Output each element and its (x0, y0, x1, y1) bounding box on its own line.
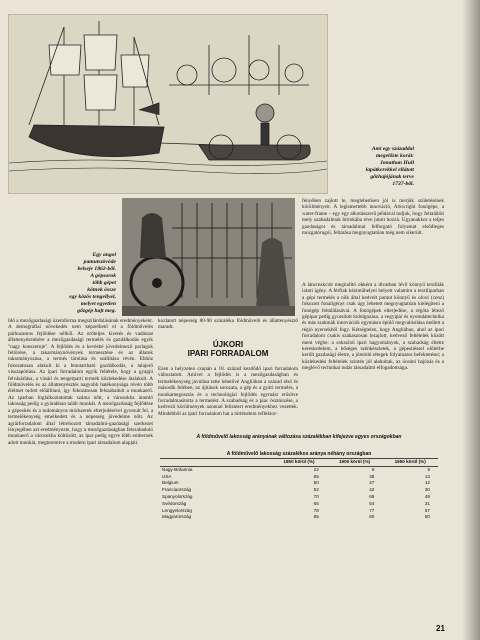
middle-column-top: kozlatott népesség 80-90 százaléka földművelő és állattenyésztő maradt. (158, 318, 298, 331)
value-cell: 13 (424, 473, 430, 479)
section-title-line: IPARI FORRADALOM (187, 349, 269, 358)
caption-line: 1737-ből. (392, 181, 414, 187)
country-cell: Magyarország (162, 514, 192, 520)
section-title (158, 340, 298, 358)
value-cell: 22 (313, 466, 319, 472)
caption-line: kötnek össze (87, 287, 116, 293)
column-header (160, 459, 271, 466)
country-cell: Lengyelország (162, 507, 192, 513)
value-cell: 50 (313, 480, 319, 486)
page-edge-shadow (462, 0, 480, 640)
table-row (160, 474, 438, 481)
value-cell: 70 (313, 493, 319, 499)
mill-caption (40, 252, 116, 315)
value-cell: 9 (371, 466, 375, 472)
country-cell: Belgium (162, 480, 179, 486)
caption-line: belseje 1862-ből. (77, 266, 116, 272)
caption-line: melyet egyetlen (80, 301, 116, 307)
caption-line: gőzhajójának terve (370, 174, 414, 180)
value-cell: 49 (424, 493, 430, 499)
caption-line: A gépsorok (90, 273, 116, 279)
value-cell: 60 (369, 514, 375, 520)
table-row (160, 514, 438, 521)
value-cell: 30 (424, 487, 430, 493)
left-column-body: Idő a mezőgazdasági üzemforma megszilárdulásának eredményeként. A demográfiai növekedés nem képzelhető el a földművelés párhuzamos fejlődése nélkül. Az erőteljes kivetés és vadászat állattenyésztésére a mezőgazdasági termelés és gazdálkodás egyik "nagy konszernje". A fejlődés és a kevésbé jövedelmező parlagok feltörése, a takarmánynövények termesztése és az állatok takarmányozása, a termés tárolása és szállítása révén. Ehhöz fokozatosan alakult ki a fenntartható gazdálkodás, a talajerő visszapótlása. Az ipari forradalom egyik feltétele, hogy a gyapjú felvásárlása, a vásári és tengerparti termék közlekedése átalakult. A földművelés és az állattenyésztés nagyobb hatékonysága révén több élelmet tudott előállítani, így fokozatosan felszabadult a munkaerő. Az iparban foglalkoztatottak száma nőtt, a városokba áramló lakosság pedig a gyárakban talált munkát. A mezőgazdaság fejlődése a gépesítés és a tudományos módszerek elterjedésével gyorsult fel, a termelékenység emelkedett és a népesség jövedelme nőtt. Az agrárforradalom által létrehozott társadalmi-gazdasági szerkezet lényegében azt eredményezte, hogy a mezőgazdaságban felszabaduló munkaerő a városokba költözött, az ipar pedig egyre több embernek adott munkát, megteremtve a modern ipari társadalom alapjait. (8, 318, 153, 446)
cotton-mill-photo (122, 198, 295, 316)
value-cell: 68 (369, 493, 375, 499)
table-row (160, 466, 438, 473)
data-table (160, 459, 438, 521)
value-cell: 65 (313, 500, 319, 506)
table-title: A földművelő lakosság arányának változása százalékban kifejezve egyes országokban (196, 434, 402, 440)
value-cell: 21 (424, 500, 430, 506)
value-cell: 50 (424, 514, 430, 520)
ship-caption (322, 146, 414, 188)
caption-line: egy közös tengellyel, (69, 294, 116, 300)
table-row (160, 487, 438, 494)
country-cell: Spanyolország (162, 493, 193, 499)
right-column-body: A láncreakciót megindító okként a divatban lévő könnyű textíliák iránti igény. A férfiak kéziműhelyei helyett valamint a textiliparban a gépi termelés a nők által kedvelt pamut könnyű és olcsó (cenz) fokozott fonaligényt csak úgy lehetett megnyugtatóan kielégíteni a fonógép feltalálásával. A fonógépek elterjedése, a régóta létező gépipar pedig gyorsított kidolgozása, a vegyipar és nyomdatechnika és más szakmák innovációk egymásra épülő megvalósítása mellett a régió nyersekből fogy. Kétségtelen, hogy Angliában, ahol az ipari forradalom csakis szakaszosan lezajlott, kedvező feltételek között ment végbe: a sokszínű ipari hagyományok, a szabadság éltette kereskedelem, a bőséges szénkészletek, a gépesítéssel előtérbe került gazdasági életre, a jómódú rétegek folyamatos befektetései; a közlekedési feltételek szintén jól alakultak, az óceáni hajózás és a meglévő technikai tudás társadalmi elfogadottsága. (302, 282, 444, 372)
table-row (160, 501, 438, 508)
value-cell: 77 (369, 507, 375, 513)
steamship-engraving (8, 14, 328, 194)
value-cell: 27 (369, 480, 375, 486)
table-row (160, 494, 438, 501)
middle-column-body: Ezen a helyzeten csupán a 18. század kezdődő ipari forradalom változtatott. Amivel a fejlődés is a mezőgazdaságban és termelékenység javulása tette lehetővé Angliában a század első és második felében, az újítások sorozata, a gép és a gyári termelés, a munkamegosztás és a technológiai fejlődés egymást erősítve forradalmasította a termelést. A szabadság és a piac ösztönzése, a kedvező körülmények azonnal felismert eredményekhez vezettek. Mindebből az ipari forradalom hat a történelem reflektor- (158, 366, 298, 417)
caption-line: megelőzte korát: (375, 153, 414, 159)
value-cell: 85 (313, 514, 319, 520)
table-row (160, 508, 438, 515)
column-header: 1950 körül (%) (382, 459, 438, 466)
caption-line: pamutszövöde (83, 259, 116, 265)
value-cell: 12 (424, 480, 430, 486)
section-title-line: ÚJKORI (212, 340, 244, 349)
value-cell: 5 (427, 466, 430, 472)
caption-line: Egy angol (92, 252, 116, 258)
country-cell: Franciaország (162, 487, 192, 493)
table-header-row (160, 459, 438, 466)
column-header: 1850 körül (%) (271, 459, 327, 466)
value-cell: 65 (313, 473, 319, 479)
caption-line: Jonathan Hull (379, 160, 414, 166)
right-column-top: fényében zajlott le, meglehetősen jól is merjük születésének körülményeit. A legismertebb innováció, Arkwright fonógépe, a water-frame – egy egy alkotásszerű példával tudjuk, hogy feltalálóit mely szabadalmak birtokába téve jutott hozzá. Ugyanakkor a teljes gazdaságot és társadalmat felforgató folyamat elsődleges mozgatórugói, feltárása megnyugtatóan még nem sikerült. (302, 198, 444, 237)
country-cell: USA (162, 473, 172, 479)
table-heading: A földművelő lakosság százalékos aránya néhány országban (160, 450, 438, 459)
value-cell: 42 (369, 487, 375, 493)
value-cell: 54 (369, 500, 375, 506)
value-cell: 52 (313, 487, 319, 493)
value-cell: 38 (369, 473, 375, 479)
country-cell: Svédország (162, 500, 187, 506)
page-number: 21 (436, 624, 445, 633)
value-cell: 57 (424, 507, 430, 513)
caption-line: lapátkerekkel ellátott (365, 167, 414, 173)
country-cell: Nagy-Britannia (162, 466, 193, 472)
population-table (160, 450, 438, 521)
caption-line: gőzgép hajt meg. (77, 308, 116, 314)
column-header: 1900 körül (%) (327, 459, 383, 466)
table-row (160, 480, 438, 487)
caption-line: több gépet (92, 280, 116, 286)
value-cell: 78 (313, 507, 319, 513)
caption-line: Ami egy századdal (371, 146, 414, 152)
